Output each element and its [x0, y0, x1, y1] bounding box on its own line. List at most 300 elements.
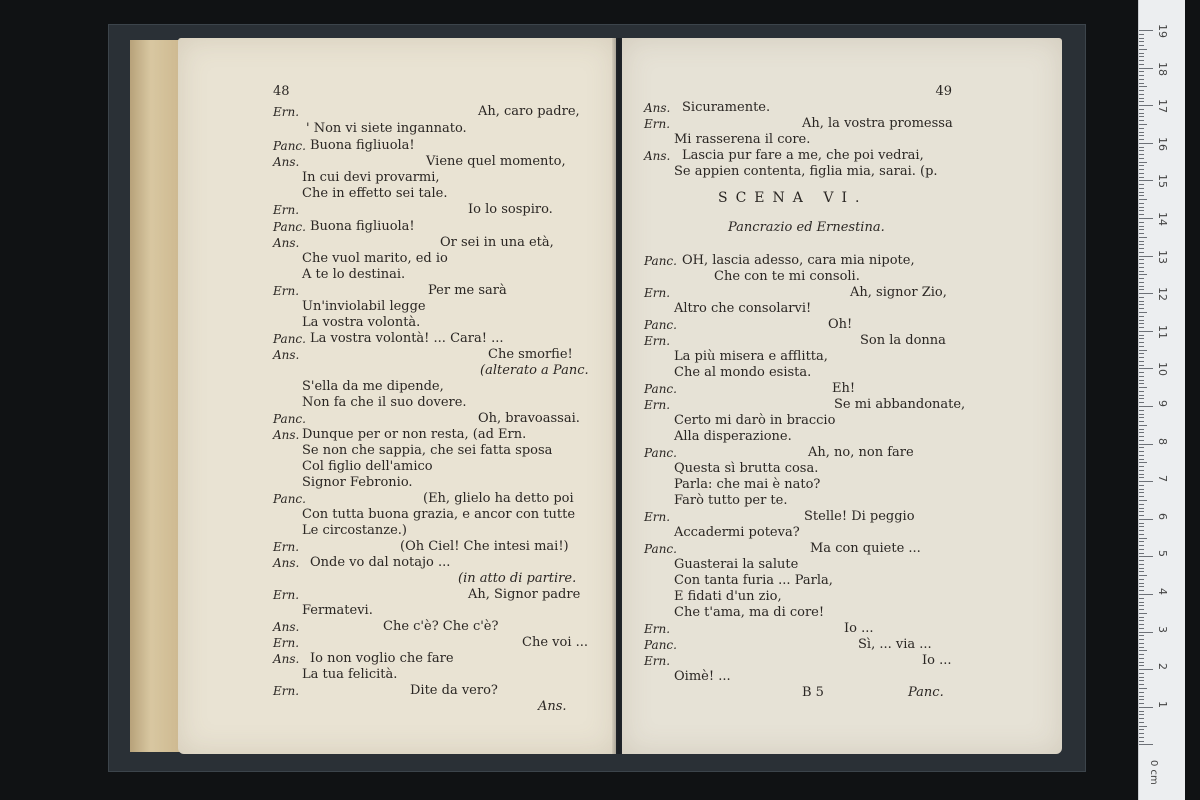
- line-text: Alla disperazione.: [674, 429, 792, 444]
- speaker-label: Panc.: [273, 220, 306, 234]
- ruler-tick: [1139, 684, 1144, 685]
- speaker-label: Ern.: [644, 286, 671, 300]
- ruler-tick: [1139, 436, 1144, 437]
- ruler-tick: [1139, 320, 1144, 321]
- line-text: Un'inviolabil legge: [302, 299, 426, 314]
- speaker-label: Panc.: [644, 254, 677, 268]
- text-line: [178, 667, 616, 683]
- ruler-tick: [1139, 237, 1147, 238]
- ruler-tick: [1139, 395, 1144, 396]
- text-line: [178, 170, 616, 186]
- line-text: S'ella da me dipende,: [302, 379, 444, 394]
- ruler-tick: [1139, 602, 1144, 603]
- ruler-tick: [1139, 462, 1147, 463]
- ruler-tick: [1139, 707, 1153, 708]
- line-text: Lascia pur fare a me, che poi vedrai,: [682, 148, 924, 163]
- ruler-tick: [1139, 620, 1144, 621]
- scene-heading: SCENA VI.: [718, 190, 868, 206]
- line-text: Che t'ama, ma di core!: [674, 605, 825, 620]
- ruler-tick: [1139, 429, 1144, 430]
- line-text: Per me sarà: [428, 283, 507, 298]
- ruler-tick: [1139, 368, 1153, 369]
- text-line: [622, 285, 1062, 301]
- text-line: [178, 491, 616, 507]
- line-text: Che al mondo esista.: [674, 365, 812, 380]
- ruler-tick: [1139, 688, 1147, 689]
- ruler-number: 19: [1156, 24, 1169, 38]
- ruler-tick: [1139, 312, 1147, 313]
- ruler-tick: [1139, 410, 1144, 411]
- ruler-tick: [1139, 549, 1144, 550]
- speaker-label: Ern.: [644, 622, 671, 636]
- ruler-tick: [1139, 301, 1144, 302]
- speaker-label: Ern.: [273, 588, 300, 602]
- line-text: Se mi abbandonate,: [834, 397, 966, 412]
- ruler-tick: [1139, 741, 1144, 742]
- line-text: B 5: [802, 685, 824, 700]
- ruler-tick: [1139, 692, 1144, 693]
- ruler-tick: [1139, 511, 1144, 512]
- line-text: Fermatevi.: [302, 603, 373, 618]
- line-text: Oimè! ...: [674, 669, 731, 684]
- line-text: Che c'è? Che c'è?: [383, 619, 499, 634]
- line-text: Stelle! Di peggio: [804, 509, 915, 524]
- text-line: [178, 459, 616, 475]
- ruler-tick: [1139, 553, 1144, 554]
- ruler-tick: [1139, 177, 1144, 178]
- speaker-label: Ern.: [273, 105, 300, 119]
- line-text: La vostra volontà.: [302, 315, 421, 330]
- ruler-tick: [1139, 222, 1144, 223]
- speaker-label: Ern.: [644, 654, 671, 668]
- text-line: [178, 539, 616, 555]
- line-text: Dunque per or non resta, (ad Ern.: [302, 427, 527, 442]
- text-line: [178, 699, 616, 715]
- text-line: [622, 269, 1062, 285]
- ruler-tick: [1139, 34, 1144, 35]
- line-text: Viene quel momento,: [426, 154, 566, 169]
- line-text: Che in effetto sei tale.: [302, 186, 448, 201]
- speaker-label: Ans.: [644, 101, 671, 115]
- ruler-tick: [1139, 135, 1144, 136]
- ruler-tick: [1139, 662, 1144, 663]
- ruler-tick: [1139, 466, 1144, 467]
- speaker-label: Ern.: [273, 203, 300, 217]
- text-line: [622, 253, 1062, 269]
- text-line: [178, 507, 616, 523]
- text-line: [178, 395, 616, 411]
- ruler-tick: [1139, 455, 1144, 456]
- text-line: [178, 443, 616, 459]
- ruler-tick: [1139, 113, 1144, 114]
- line-text: Guasterai la salute: [674, 557, 799, 572]
- speaker-label: Ans.: [273, 652, 300, 666]
- ruler-tick: [1139, 665, 1144, 666]
- text-line: [622, 164, 1062, 180]
- ruler-tick: [1139, 71, 1144, 72]
- text-line: [622, 525, 1062, 541]
- ruler-tick: [1139, 192, 1144, 193]
- ruler-tick: [1139, 169, 1144, 170]
- line-text: Io non voglio che fare: [310, 651, 454, 666]
- text-line: [178, 603, 616, 619]
- ruler-tick: [1139, 143, 1153, 144]
- ruler-number: 10: [1156, 362, 1169, 377]
- line-text: Se appien contenta, figlia mia, sarai. (p.: [674, 164, 938, 179]
- ruler-tick: [1139, 150, 1144, 151]
- ruler-tick: [1139, 643, 1144, 644]
- line-text: Buona figliuola!: [310, 138, 415, 153]
- ruler-tick: [1139, 583, 1144, 584]
- ruler-tick: [1139, 154, 1144, 155]
- ruler-tick: [1139, 489, 1144, 490]
- text-line: [178, 363, 616, 379]
- speaker-label: Panc.: [273, 139, 306, 153]
- page-edge-stack: [130, 40, 182, 752]
- line-text: Son la donna: [860, 333, 946, 348]
- ruler-tick: [1139, 673, 1144, 674]
- text-line: [178, 251, 616, 267]
- ruler-tick: [1139, 726, 1147, 727]
- speaker-label: Ern.: [644, 117, 671, 131]
- ruler-tick: [1139, 30, 1153, 31]
- ruler-number: 1: [1156, 700, 1169, 708]
- ruler-tick: [1139, 545, 1144, 546]
- ruler-tick: [1139, 41, 1144, 42]
- text-line: [622, 365, 1062, 381]
- ruler-tick: [1139, 421, 1144, 422]
- line-text: Con tutta buona grazia, e ancor con tutte: [302, 507, 576, 522]
- speaker-label: Panc.: [644, 318, 677, 332]
- page-number: 49: [935, 84, 952, 99]
- text-line: [622, 557, 1062, 573]
- speaker-label: Panc.: [273, 412, 306, 426]
- ruler-tick: [1139, 729, 1144, 730]
- ruler-tick: [1139, 293, 1153, 294]
- text-line: [622, 429, 1062, 445]
- ruler-tick: [1139, 214, 1144, 215]
- speaker-label: Ern.: [644, 398, 671, 412]
- ruler-tick: [1139, 56, 1144, 57]
- line-text: Ah, no, non fare: [808, 445, 914, 460]
- ruler-tick: [1139, 617, 1144, 618]
- speaker-label: Ans.: [273, 348, 300, 362]
- ruler-tick: [1139, 639, 1144, 640]
- ruler-tick: [1139, 703, 1144, 704]
- line-text: Questa sì brutta cosa.: [674, 461, 819, 476]
- ruler-tick: [1139, 98, 1144, 99]
- ruler-tick: [1139, 68, 1153, 69]
- text-line: [178, 267, 616, 283]
- line-text: La più misera e afflitta,: [674, 349, 828, 364]
- ruler-tick: [1139, 207, 1144, 208]
- ruler-number: 12: [1156, 287, 1169, 302]
- ruler-tick: [1139, 492, 1144, 493]
- ruler-tick: [1139, 361, 1144, 362]
- line-text: (Oh Ciel! Che intesi mai!): [400, 539, 569, 554]
- ruler-tick: [1139, 372, 1144, 373]
- ruler-tick: [1139, 432, 1144, 433]
- text-line: [622, 317, 1062, 333]
- line-text: In cui devi provarmi,: [302, 170, 440, 185]
- ruler-tick: [1139, 624, 1144, 625]
- line-text: Panc.: [908, 685, 944, 700]
- text-line: [178, 219, 616, 235]
- ruler-tick: [1139, 263, 1144, 264]
- text-line: [178, 619, 616, 635]
- ruler-tick: [1139, 440, 1144, 441]
- text-line: [622, 493, 1062, 509]
- text-line: [178, 587, 616, 603]
- ruler-tick: [1139, 737, 1144, 738]
- ruler-tick: [1139, 83, 1144, 84]
- ruler-tick: [1139, 485, 1144, 486]
- text-line: [178, 104, 616, 120]
- line-text: Certo mi darò in braccio: [674, 413, 836, 428]
- text-line: [178, 186, 616, 202]
- ruler-tick: [1139, 162, 1147, 163]
- ruler-number: 4: [1156, 588, 1169, 595]
- ruler-tick: [1139, 218, 1153, 219]
- line-text: Sì, ... via ...: [858, 637, 932, 652]
- line-text: Con tanta furia ... Parla,: [674, 573, 833, 588]
- line-text: Ah, caro padre,: [478, 104, 580, 119]
- text-line: [178, 235, 616, 251]
- ruler-tick: [1139, 259, 1144, 260]
- speaker-label: Ern.: [644, 334, 671, 348]
- ruler-tick: [1139, 75, 1144, 76]
- ruler-tick: [1139, 628, 1144, 629]
- ruler-tick: [1139, 650, 1147, 651]
- ruler-tick: [1139, 451, 1144, 452]
- ruler-tick: [1139, 184, 1144, 185]
- line-text: Buona figliuola!: [310, 219, 415, 234]
- line-text: Che voi ...: [522, 635, 589, 650]
- ruler-tick: [1139, 139, 1144, 140]
- text-line: [622, 220, 1062, 236]
- ruler-tick: [1139, 346, 1144, 347]
- ruler-tick: [1139, 64, 1144, 65]
- text-line: [622, 445, 1062, 461]
- ruler-tick: [1139, 568, 1144, 569]
- ruler-tick: [1139, 252, 1144, 253]
- speaker-label: Ern.: [273, 636, 300, 650]
- ruler-tick: [1139, 541, 1144, 542]
- ruler-tick: [1139, 278, 1144, 279]
- ruler-tick: [1139, 680, 1144, 681]
- ruler-tick: [1139, 470, 1144, 471]
- ruler-tick: [1139, 271, 1144, 272]
- ruler-tick: [1139, 49, 1147, 50]
- ruler-tick: [1139, 248, 1144, 249]
- ruler-tick: [1139, 590, 1144, 591]
- text-line: [178, 427, 616, 443]
- text-line: [622, 413, 1062, 429]
- right-page: [622, 38, 1062, 754]
- line-text: Oh!: [828, 317, 853, 332]
- ruler-tick: [1139, 229, 1144, 230]
- ruler-tick: [1139, 594, 1153, 595]
- line-text: Ah, signor Zio,: [850, 285, 947, 300]
- text-line: [622, 190, 1062, 206]
- text-line: [622, 477, 1062, 493]
- ruler-tick: [1139, 598, 1144, 599]
- ruler-tick: [1139, 350, 1147, 351]
- ruler-number: 18: [1156, 61, 1169, 76]
- line-text: Farò tutto per te.: [674, 493, 788, 508]
- text-line: [622, 461, 1062, 477]
- ruler-tick: [1139, 383, 1144, 384]
- line-text: Io ...: [922, 653, 952, 668]
- text-line: [178, 283, 616, 299]
- ruler-tick: [1139, 406, 1153, 407]
- ruler-tick: [1139, 711, 1144, 712]
- line-text: Signor Febronio.: [302, 475, 413, 490]
- ruler-tick: [1139, 297, 1144, 298]
- ruler-tick: [1139, 459, 1144, 460]
- ruler-tick: [1139, 79, 1144, 80]
- text-line: [622, 132, 1062, 148]
- ruler-tick: [1139, 718, 1144, 719]
- line-text: Dite da vero?: [410, 683, 498, 698]
- ruler-tick: [1139, 534, 1144, 535]
- text-line: [622, 116, 1062, 132]
- ruler-tick: [1139, 699, 1144, 700]
- ruler-tick: [1139, 504, 1144, 505]
- line-text: OH, lascia adesso, cara mia nipote,: [682, 253, 915, 268]
- ruler-tick: [1139, 289, 1144, 290]
- ruler-tick: [1139, 474, 1144, 475]
- ruler-tick: [1139, 286, 1144, 287]
- ruler-tick: [1139, 376, 1144, 377]
- ruler-tick: [1139, 530, 1144, 531]
- ruler-tick: [1139, 564, 1144, 565]
- ruler-tick: [1139, 241, 1144, 242]
- ruler-tick: [1139, 244, 1144, 245]
- ruler-tick: [1139, 226, 1144, 227]
- ruler-tick: [1139, 327, 1144, 328]
- ruler-tick: [1139, 609, 1144, 610]
- ruler-tick: [1139, 180, 1153, 181]
- line-text: La vostra volontà! ... Cara! ...: [310, 331, 504, 346]
- speaker-label: Ans.: [644, 149, 671, 163]
- line-text: Mi rasserena il core.: [674, 132, 811, 147]
- ruler-tick: [1139, 526, 1144, 527]
- ruler-tick: [1139, 233, 1144, 234]
- speaker-label: Ans.: [273, 155, 300, 169]
- ruler-tick: [1139, 274, 1147, 275]
- ruler-tick: [1139, 105, 1153, 106]
- ruler-tick: [1139, 53, 1144, 54]
- text-line: [622, 509, 1062, 525]
- ruler-tick: [1139, 605, 1144, 606]
- line-text: ' Non vi siete ingannato.: [306, 121, 467, 136]
- measurement-ruler: [1138, 0, 1185, 800]
- ruler-tick: [1139, 380, 1144, 381]
- ruler-tick: [1139, 256, 1153, 257]
- speaker-label: Ans.: [273, 428, 300, 442]
- ruler-tick: [1139, 199, 1147, 200]
- text-line: [178, 523, 616, 539]
- ruler-number: 3: [1156, 625, 1169, 633]
- ruler-number: 13: [1156, 249, 1169, 264]
- text-line: [622, 301, 1062, 317]
- ruler-number: 2: [1156, 663, 1169, 671]
- speaker-label: Ans.: [273, 620, 300, 634]
- ruler-tick: [1139, 210, 1144, 211]
- speaker-label: Ern.: [273, 540, 300, 554]
- text-line: [178, 315, 616, 331]
- ruler-tick: [1139, 335, 1144, 336]
- ruler-unit-label: 0 cm: [1148, 760, 1159, 785]
- ruler-tick: [1139, 647, 1144, 648]
- ruler-number: 17: [1156, 99, 1169, 114]
- ruler-tick: [1139, 282, 1144, 283]
- speaker-label: Panc.: [644, 446, 677, 460]
- line-text: (Eh, glielo ha detto poi: [423, 491, 574, 506]
- line-text: (alterato a Panc.: [480, 363, 589, 378]
- line-text: Io ...: [844, 621, 874, 636]
- text-line: [622, 573, 1062, 589]
- ruler-tick: [1139, 714, 1144, 715]
- ruler-tick: [1139, 447, 1144, 448]
- ruler-tick: [1139, 571, 1144, 572]
- ruler-tick: [1139, 128, 1144, 129]
- text-line: [622, 148, 1062, 164]
- speaker-label: Ans.: [273, 556, 300, 570]
- page-number: 48: [273, 84, 290, 99]
- text-line: [178, 331, 616, 347]
- ruler-tick: [1139, 523, 1144, 524]
- text-line: [178, 651, 616, 667]
- line-text: Parla: che mai è nato?: [674, 477, 821, 492]
- ruler-tick: [1139, 538, 1147, 539]
- ruler-tick: [1139, 579, 1144, 580]
- line-text: La tua felicità.: [302, 667, 398, 682]
- ruler-tick: [1139, 38, 1144, 39]
- text-line: [622, 349, 1062, 365]
- ruler-tick: [1139, 586, 1144, 587]
- text-line: [178, 202, 616, 218]
- speaker-label: Ans.: [273, 236, 300, 250]
- ruler-tick: [1139, 124, 1147, 125]
- ruler-tick: [1139, 338, 1144, 339]
- line-text: (in atto di partire.: [458, 571, 577, 586]
- ruler-tick: [1139, 267, 1144, 268]
- ruler-tick: [1139, 632, 1153, 633]
- ruler-tick: [1139, 365, 1144, 366]
- ruler-tick: [1139, 402, 1144, 403]
- line-text: Che smorfie!: [488, 347, 573, 362]
- ruler-tick: [1139, 316, 1144, 317]
- line-text: Che vuol marito, ed io: [302, 251, 448, 266]
- line-text: Non fa che il suo dovere.: [302, 395, 467, 410]
- ruler-tick: [1139, 635, 1144, 636]
- ruler-tick: [1139, 677, 1144, 678]
- ruler-tick: [1139, 94, 1144, 95]
- ruler-tick: [1139, 147, 1144, 148]
- line-text: Oh, bravoassai.: [478, 411, 580, 426]
- speaker-label: Panc.: [644, 638, 677, 652]
- line-text: Accadermi poteva?: [674, 525, 800, 540]
- ruler-number: 6: [1156, 512, 1169, 520]
- speaker-label: Panc.: [273, 492, 306, 506]
- ruler-tick: [1139, 195, 1144, 196]
- text-line: [178, 121, 616, 137]
- line-text: Ma con quiete ...: [810, 541, 921, 556]
- ruler-tick: [1139, 613, 1147, 614]
- ruler-tick: [1139, 101, 1144, 102]
